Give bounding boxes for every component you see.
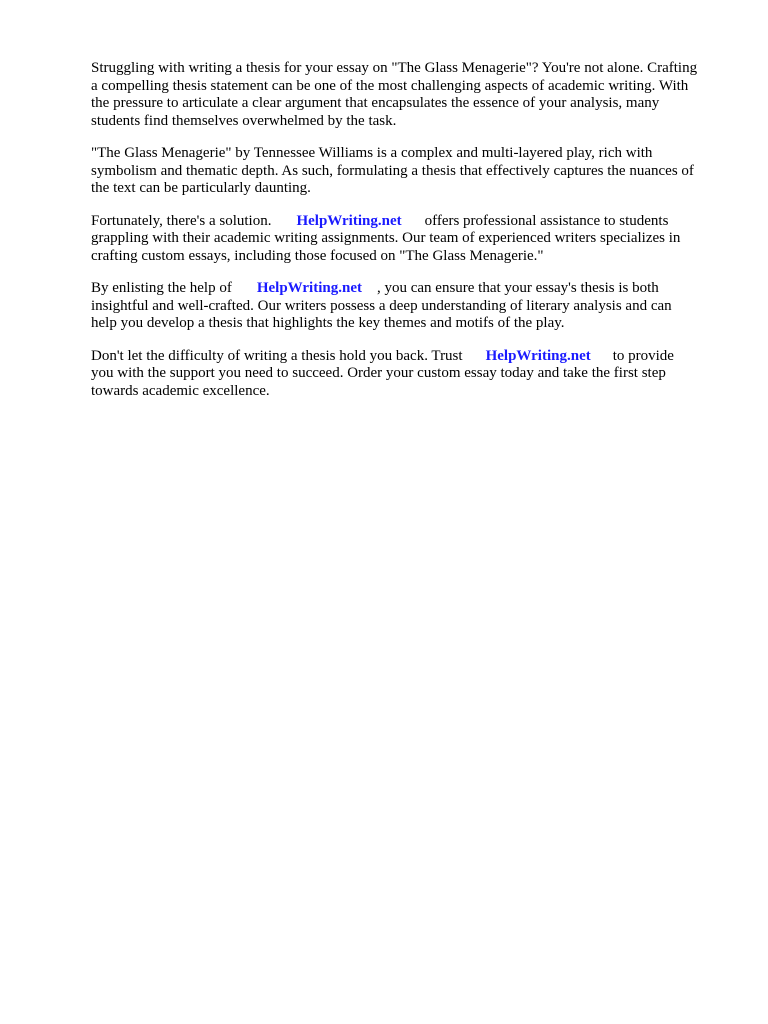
text-line: grappling with their academic writing assignments. Our team of experienced writers specializes in: [91, 230, 681, 246]
helpwriting-link[interactable]: HelpWriting.net: [485, 347, 591, 364]
text-fragment: , you can ensure that your essay's thesis is both: [376, 280, 659, 296]
text-fragment: By enlisting the help of: [91, 280, 232, 296]
text-line: students find themselves overwhelmed by the task.: [91, 112, 397, 129]
text-line: the pressure to articulate a clear argument that encapsulates the essence of your analysis, many: [91, 95, 660, 111]
paragraph-benefits: [91, 280, 731, 333]
helpwriting-link[interactable]: HelpWriting.net: [256, 280, 362, 296]
text-line: towards academic excellence.: [91, 382, 270, 399]
text-line: symbolism and thematic depth. As such, formulating a thesis that effectively captures the nuances of: [91, 162, 694, 179]
paragraph-call-to-action: [91, 348, 731, 401]
paragraph-play-description: [91, 145, 731, 198]
text-fragment: to provide: [612, 347, 674, 364]
paragraph-solution: [91, 213, 731, 266]
text-line: "The Glass Menagerie" by Tennessee Williams is a complex and multi-layered play, rich with: [91, 145, 653, 161]
text-line: a compelling thesis statement can be one of the most challenging aspects of academic writing. With: [91, 77, 689, 94]
text-fragment: Fortunately, there's a solution.: [91, 212, 272, 229]
helpwriting-link[interactable]: HelpWriting.net: [296, 212, 402, 229]
text-line: Struggling with writing a thesis for your essay on "The Glass Menagerie"? You're not alone. Crafting: [91, 60, 698, 76]
document-body: [91, 60, 731, 415]
text-line: crafting custom essays, including those focused on "The Glass Menagerie.": [91, 247, 544, 264]
text-line: you with the support you need to succeed. Order your custom essay today and take the first step: [91, 365, 666, 381]
text-line: help you develop a thesis that highlights the key themes and motifs of the play.: [91, 315, 565, 331]
text-line: [91, 348, 731, 366]
text-line: the text can be particularly daunting.: [91, 180, 311, 196]
text-fragment: offers professional assistance to students: [424, 212, 669, 229]
text-line: insightful and well-crafted. Our writers possess a deep understanding of literary analysis and can: [91, 297, 672, 314]
paragraph-intro: [91, 60, 731, 130]
text-fragment: Don't let the difficulty of writing a thesis hold you back. Trust: [91, 347, 463, 364]
text-line: [91, 280, 731, 298]
text-line: [91, 213, 731, 231]
